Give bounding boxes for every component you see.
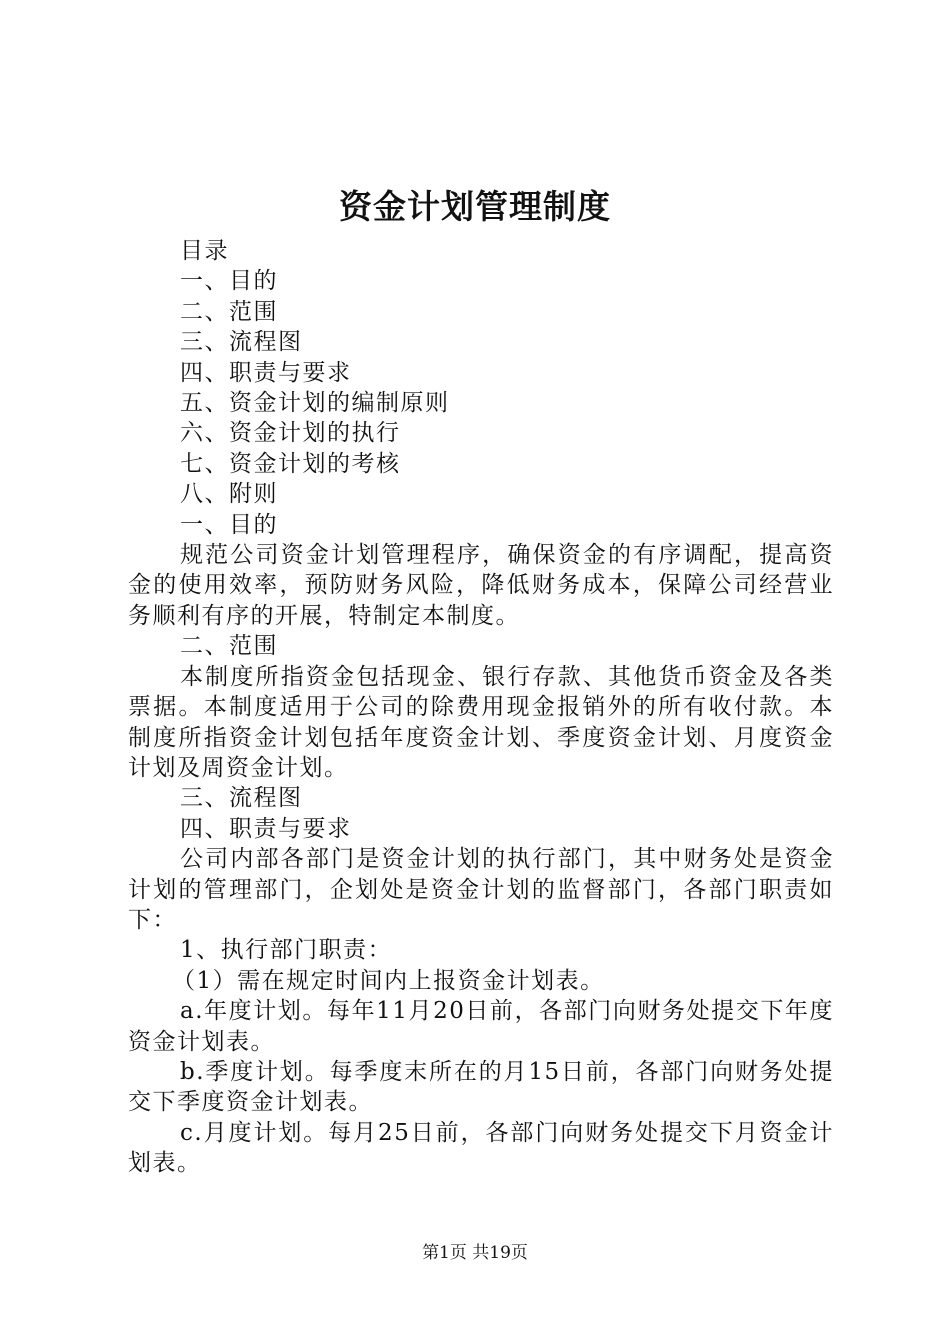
- list-item: a.年度计划。每年11月20日前，各部门向财务处提交下年度资金计划表。: [128, 998, 834, 1055]
- toc-item: 二、范围: [180, 298, 278, 325]
- toc-item: 四、职责与要求: [180, 359, 352, 386]
- toc-item: 三、流程图: [180, 329, 303, 356]
- section-heading: 一、目的: [180, 511, 278, 538]
- toc-item: 八、附则: [180, 481, 278, 508]
- subsection-heading: 1、执行部门职责：: [180, 937, 393, 964]
- section-heading: 二、范围: [180, 633, 278, 660]
- section-paragraph: 公司内部各部门是资金计划的执行部门，其中财务处是资金计划的管理部门，企划处是资金计划的监督部门，各部门职责如下：: [128, 846, 834, 933]
- document-title: 资金计划管理制度: [339, 187, 611, 226]
- toc-heading: 目录: [180, 238, 229, 264]
- subsection-item: （1）需在规定时间内上报资金计划表。: [172, 967, 605, 994]
- section-heading: 三、流程图: [180, 785, 303, 812]
- document-body: [128, 236, 834, 1179]
- toc-item: 六、资金计划的执行: [180, 420, 401, 447]
- section-heading: 四、职责与要求: [180, 815, 352, 842]
- toc-item: 七、资金计划的考核: [180, 450, 401, 477]
- toc-item: 五、资金计划的编制原则: [180, 390, 450, 417]
- section-paragraph: 本制度所指资金包括现金、银行存款、其他货币资金及各类票据。本制度适用于公司的除费用现金报销外的所有收付款。本制度所指资金计划包括年度资金计划、季度资金计划、月度资金计划及周资金计划。: [128, 663, 834, 781]
- toc-item: 一、目的: [180, 268, 278, 295]
- section-paragraph: 规范公司资金计划管理程序，确保资金的有序调配，提高资金的使用效率，预防财务风险，降低财务成本，保障公司经营业务顺利有序的开展，特制定本制度。: [128, 542, 834, 629]
- list-item: c.月度计划。每月25日前，各部门向财务处提交下月资金计划表。: [128, 1119, 834, 1177]
- page-footer: 第1页 共19页: [422, 1243, 528, 1263]
- list-item: b.季度计划。每季度末所在的月15日前，各部门向财务处提交下季度资金计划表。: [128, 1058, 834, 1116]
